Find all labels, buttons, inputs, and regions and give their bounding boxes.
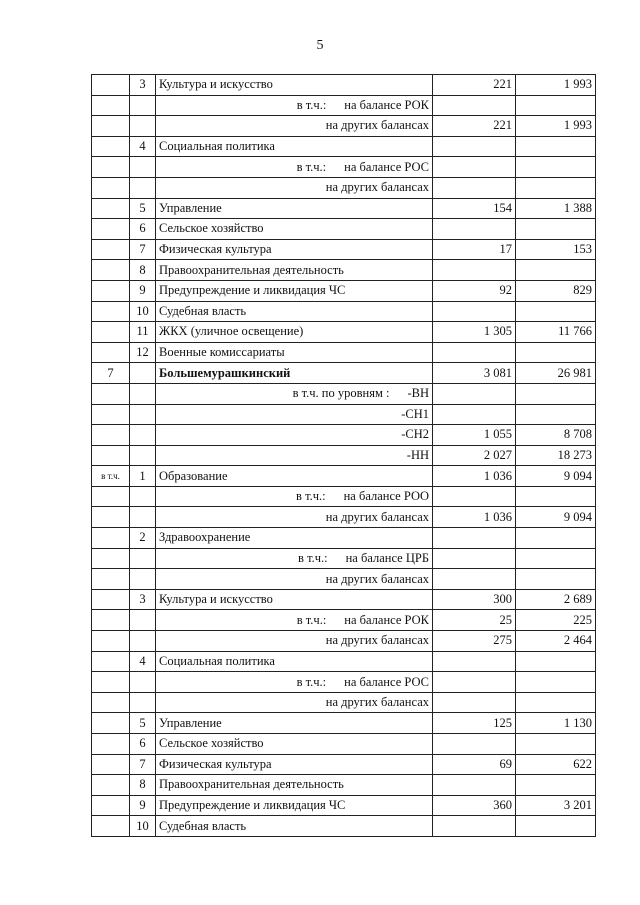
item-number-cell (130, 445, 156, 466)
item-number-cell (130, 507, 156, 528)
value-2-cell: 1 388 (516, 198, 596, 219)
table-row (92, 651, 596, 672)
subcategory-label: -НН (406, 447, 429, 462)
district-number-cell (92, 610, 130, 631)
value-2-cell (516, 548, 596, 569)
value-2-cell (516, 734, 596, 755)
value-1-cell: 221 (433, 75, 516, 96)
district-number-cell (92, 280, 130, 301)
subcategory-cell (156, 425, 433, 446)
table-row (92, 775, 596, 796)
value-2-cell: 8 708 (516, 425, 596, 446)
category-name-cell: Судебная власть (156, 301, 433, 322)
value-2-cell: 153 (516, 239, 596, 260)
value-1-cell (433, 548, 516, 569)
value-1-cell (433, 157, 516, 178)
subrow (92, 95, 596, 116)
value-2-cell (516, 569, 596, 590)
value-1-cell (433, 816, 516, 837)
item-number-cell (130, 363, 156, 384)
table-row (92, 466, 596, 487)
value-1-cell: 1 036 (433, 466, 516, 487)
item-number-cell (130, 116, 156, 137)
subcategory-cell (156, 157, 433, 178)
item-number-cell (130, 425, 156, 446)
item-number-cell: 4 (130, 651, 156, 672)
table-row (92, 734, 596, 755)
value-2-cell: 2 464 (516, 631, 596, 652)
district-number-cell (92, 795, 130, 816)
value-1-cell: 275 (433, 631, 516, 652)
item-number-cell (130, 486, 156, 507)
subcategory-label: на балансе РОС (344, 159, 429, 174)
value-1-cell: 221 (433, 116, 516, 137)
table-row (92, 280, 596, 301)
district-name-cell: Большемурашкинский (156, 363, 433, 384)
budget-table (91, 74, 596, 837)
district-number-cell (92, 569, 130, 590)
item-number-cell: 7 (130, 754, 156, 775)
district-number-cell (92, 672, 130, 693)
item-number-cell (130, 404, 156, 425)
value-2-cell (516, 342, 596, 363)
table-row (92, 754, 596, 775)
district-number-cell (92, 239, 130, 260)
value-1-cell (433, 219, 516, 240)
category-name-cell: ЖКХ (уличное освещение) (156, 322, 433, 343)
subcategory-cell (156, 383, 433, 404)
subcategory-cell (156, 610, 433, 631)
value-1-cell (433, 569, 516, 590)
subcategory-label: на балансе РОК (344, 97, 429, 112)
value-2-cell: 18 273 (516, 445, 596, 466)
category-name-cell: Физическая культура (156, 239, 433, 260)
item-number-cell (130, 95, 156, 116)
item-number-cell: 12 (130, 342, 156, 363)
subrow (92, 631, 596, 652)
table-row (92, 528, 596, 549)
category-name-cell: Сельское хозяйство (156, 734, 433, 755)
category-name-cell: Военные комиссариаты (156, 342, 433, 363)
subrow (92, 672, 596, 693)
value-2-cell: 622 (516, 754, 596, 775)
subcategory-cell (156, 672, 433, 693)
item-number-cell: 3 (130, 75, 156, 96)
category-name-cell: Социальная политика (156, 651, 433, 672)
value-1-cell (433, 136, 516, 157)
subcategory-prefix: в т.ч. по уровням : (292, 386, 390, 401)
item-number-cell: 11 (130, 322, 156, 343)
value-2-cell (516, 775, 596, 796)
district-number-cell (92, 95, 130, 116)
value-1-cell: 2 027 (433, 445, 516, 466)
value-2-cell: 1 993 (516, 75, 596, 96)
subcategory-label: -СН2 (401, 427, 429, 442)
table-row (92, 198, 596, 219)
value-2-cell (516, 177, 596, 198)
subcategory-cell (156, 116, 433, 137)
item-number-cell: 10 (130, 816, 156, 837)
category-name-cell: Здравоохранение (156, 528, 433, 549)
value-1-cell: 1 305 (433, 322, 516, 343)
category-name-cell: Социальная политика (156, 136, 433, 157)
subrow (92, 486, 596, 507)
subcategory-cell (156, 548, 433, 569)
category-name-cell: Управление (156, 198, 433, 219)
subcategory-label: на других балансах (325, 180, 429, 195)
table-row (92, 219, 596, 240)
value-2-cell: 829 (516, 280, 596, 301)
value-2-cell (516, 219, 596, 240)
value-1-cell (433, 528, 516, 549)
district-number-cell (92, 548, 130, 569)
subrow (92, 692, 596, 713)
value-1-cell: 125 (433, 713, 516, 734)
table-row (92, 816, 596, 837)
value-1-cell (433, 404, 516, 425)
district-number-cell (92, 631, 130, 652)
subcategory-cell (156, 631, 433, 652)
subrow (92, 507, 596, 528)
value-1-cell: 92 (433, 280, 516, 301)
table-row (92, 342, 596, 363)
district-number-cell (92, 528, 130, 549)
table-row (92, 795, 596, 816)
subcategory-prefix: в т.ч.: (298, 550, 328, 565)
district-number-cell (92, 507, 130, 528)
value-1-cell (433, 672, 516, 693)
item-number-cell (130, 672, 156, 693)
category-name-cell: Сельское хозяйство (156, 219, 433, 240)
district-number-cell (92, 116, 130, 137)
value-1-cell (433, 342, 516, 363)
page-number: 5 (316, 38, 324, 53)
category-name-cell: Культура и искусство (156, 589, 433, 610)
value-1-cell (433, 486, 516, 507)
district-number-cell (92, 734, 130, 755)
district-number-cell (92, 157, 130, 178)
subcategory-cell (156, 445, 433, 466)
item-number-cell: 5 (130, 713, 156, 734)
subrow (92, 425, 596, 446)
value-1-cell (433, 775, 516, 796)
value-2-cell: 225 (516, 610, 596, 631)
table-row (92, 713, 596, 734)
item-number-cell (130, 383, 156, 404)
value-1-cell: 1 036 (433, 507, 516, 528)
subcategory-label: на балансе ЦРБ (345, 550, 429, 565)
subcategory-prefix: в т.ч.: (296, 612, 327, 627)
district-number-cell (92, 692, 130, 713)
value-2-cell: 11 766 (516, 322, 596, 343)
subrow (92, 177, 596, 198)
district-number-cell (92, 754, 130, 775)
district-number-cell (92, 198, 130, 219)
district-number-cell (92, 404, 130, 425)
value-1-cell: 25 (433, 610, 516, 631)
district-number-cell (92, 651, 130, 672)
subrow (92, 404, 596, 425)
value-2-cell (516, 383, 596, 404)
district-number-cell (92, 342, 130, 363)
district-number-cell (92, 136, 130, 157)
subrow (92, 610, 596, 631)
item-number-cell (130, 610, 156, 631)
item-number-cell: 5 (130, 198, 156, 219)
value-1-cell: 69 (433, 754, 516, 775)
value-1-cell: 360 (433, 795, 516, 816)
subcategory-label: на балансе РОС (344, 674, 429, 689)
district-number-cell (92, 425, 130, 446)
value-2-cell (516, 301, 596, 322)
value-1-cell (433, 95, 516, 116)
category-name-cell: Физическая культура (156, 754, 433, 775)
subcategory-label: на других балансах (325, 118, 429, 133)
value-2-cell: 3 201 (516, 795, 596, 816)
table-row (92, 75, 596, 96)
subcategory-cell (156, 95, 433, 116)
item-number-cell (130, 548, 156, 569)
district-number-cell (92, 301, 130, 322)
item-number-cell: 8 (130, 260, 156, 281)
item-number-cell: 8 (130, 775, 156, 796)
table-row (92, 239, 596, 260)
category-name-cell: Культура и искусство (156, 75, 433, 96)
subrow (92, 569, 596, 590)
value-1-cell (433, 734, 516, 755)
value-2-cell: 2 689 (516, 589, 596, 610)
value-1-cell (433, 301, 516, 322)
item-number-cell: 6 (130, 734, 156, 755)
subcategory-label: на балансе РОО (343, 489, 429, 504)
value-1-cell: 1 055 (433, 425, 516, 446)
value-2-cell (516, 157, 596, 178)
category-name-cell: Предупреждение и ликвидация ЧС (156, 795, 433, 816)
value-2-cell (516, 136, 596, 157)
category-name-cell: Предупреждение и ликвидация ЧС (156, 280, 433, 301)
item-number-cell (130, 177, 156, 198)
item-number-cell: 3 (130, 589, 156, 610)
subcategory-prefix: в т.ч.: (296, 159, 327, 174)
subcategory-cell (156, 569, 433, 590)
value-1-cell (433, 260, 516, 281)
item-number-cell: 1 (130, 466, 156, 487)
subrow (92, 445, 596, 466)
item-number-cell: 9 (130, 280, 156, 301)
item-number-cell: 9 (130, 795, 156, 816)
value-2-cell: 9 094 (516, 507, 596, 528)
item-number-cell (130, 692, 156, 713)
subcategory-label: на других балансах (325, 571, 429, 586)
value-1-cell (433, 177, 516, 198)
value-1-cell (433, 692, 516, 713)
value-1-cell (433, 383, 516, 404)
subrow (92, 116, 596, 137)
subrow (92, 157, 596, 178)
item-number-cell (130, 569, 156, 590)
district-number-cell: в т.ч. (92, 466, 130, 487)
district-number-cell (92, 713, 130, 734)
district-number-cell (92, 383, 130, 404)
subrow (92, 383, 596, 404)
category-name-cell: Правоохранительная деятельность (156, 260, 433, 281)
subcategory-label: -СН1 (401, 406, 429, 421)
table-row (92, 136, 596, 157)
district-number-cell (92, 589, 130, 610)
item-number-cell (130, 631, 156, 652)
value-2-cell (516, 816, 596, 837)
subcategory-cell (156, 404, 433, 425)
subcategory-cell (156, 486, 433, 507)
value-2-cell (516, 692, 596, 713)
district-number-cell (92, 177, 130, 198)
district-number-cell (92, 486, 130, 507)
subcategory-label: на других балансах (325, 695, 429, 710)
value-2-cell (516, 486, 596, 507)
table-row (92, 260, 596, 281)
item-number-cell: 4 (130, 136, 156, 157)
district-number-cell (92, 775, 130, 796)
district-number-cell (92, 816, 130, 837)
item-number-cell: 10 (130, 301, 156, 322)
value-1-cell: 154 (433, 198, 516, 219)
value-2-cell (516, 651, 596, 672)
district-row (92, 363, 596, 384)
category-name-cell: Правоохранительная деятельность (156, 775, 433, 796)
subcategory-prefix: в т.ч.: (296, 97, 327, 112)
district-number-cell: 7 (92, 363, 130, 384)
subcategory-label: на других балансах (325, 633, 429, 648)
district-number-cell (92, 219, 130, 240)
value-2-cell: 1 993 (516, 116, 596, 137)
subcategory-cell (156, 507, 433, 528)
value-2-cell: 1 130 (516, 713, 596, 734)
table-row (92, 301, 596, 322)
subrow (92, 548, 596, 569)
value-1-cell (433, 651, 516, 672)
district-number-cell (92, 260, 130, 281)
item-number-cell (130, 157, 156, 178)
category-name-cell: Судебная власть (156, 816, 433, 837)
district-number-cell (92, 322, 130, 343)
subcategory-cell (156, 692, 433, 713)
subcategory-prefix: в т.ч.: (296, 489, 326, 504)
table-row (92, 589, 596, 610)
subcategory-label: на балансе РОК (344, 612, 429, 627)
value-2-cell: 26 981 (516, 363, 596, 384)
value-2-cell (516, 260, 596, 281)
value-2-cell (516, 95, 596, 116)
item-number-cell: 7 (130, 239, 156, 260)
value-1-cell: 3 081 (433, 363, 516, 384)
value-2-cell: 9 094 (516, 466, 596, 487)
subcategory-prefix: в т.ч.: (296, 674, 327, 689)
value-2-cell (516, 672, 596, 693)
item-number-cell: 6 (130, 219, 156, 240)
district-number-cell (92, 445, 130, 466)
value-2-cell (516, 528, 596, 549)
subcategory-label: на других балансах (325, 509, 429, 524)
table-row (92, 322, 596, 343)
category-name-cell: Управление (156, 713, 433, 734)
value-1-cell: 17 (433, 239, 516, 260)
value-1-cell: 300 (433, 589, 516, 610)
category-name-cell: Образование (156, 466, 433, 487)
subcategory-cell (156, 177, 433, 198)
item-number-cell: 2 (130, 528, 156, 549)
value-2-cell (516, 404, 596, 425)
district-number-cell (92, 75, 130, 96)
subcategory-label: -ВН (407, 386, 429, 401)
